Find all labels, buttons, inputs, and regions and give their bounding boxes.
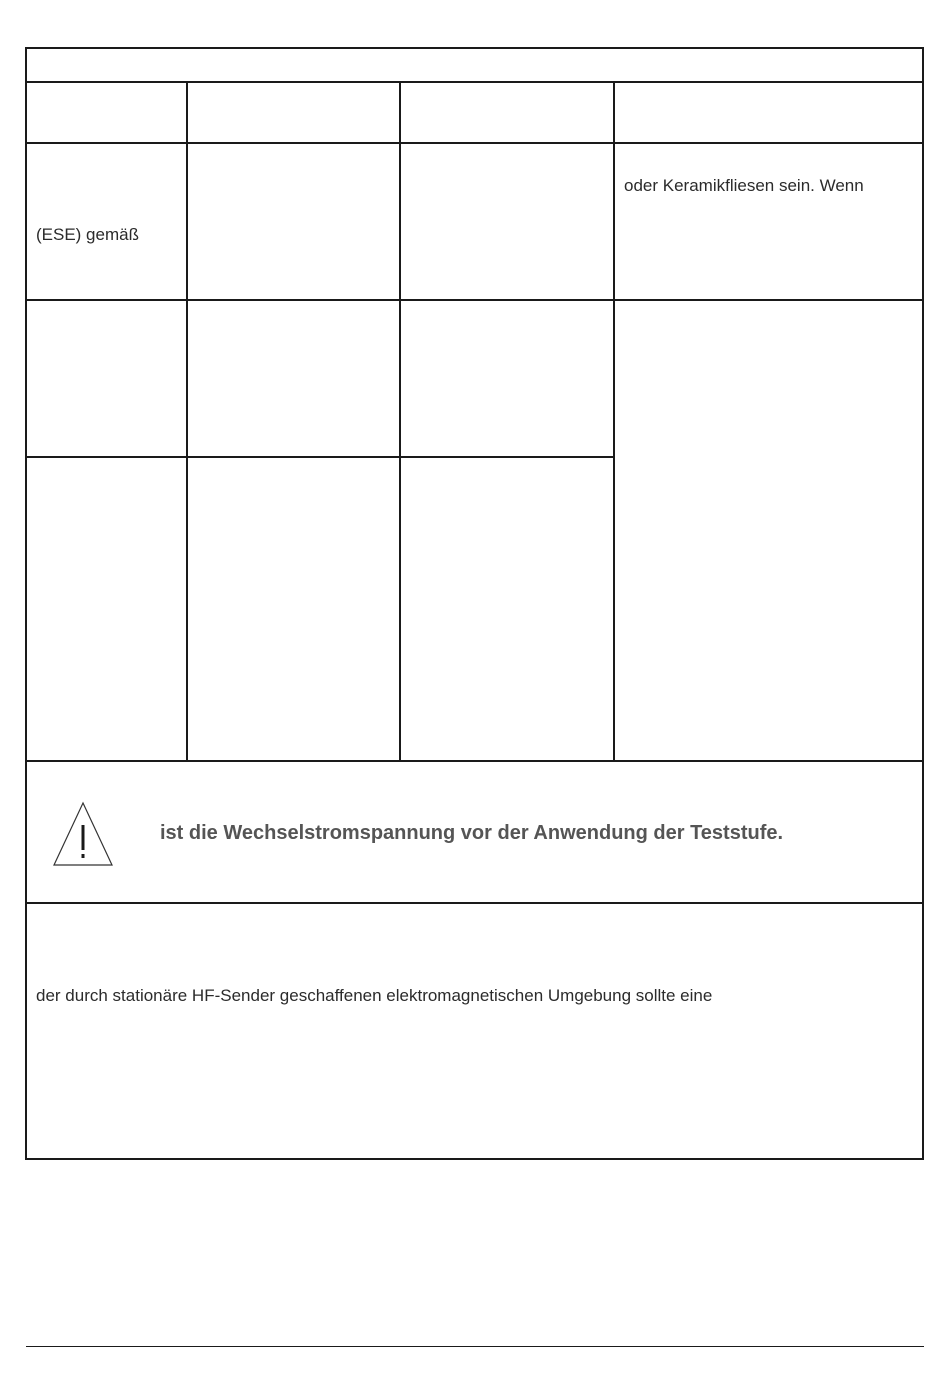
table-rule-row2-bottom	[25, 456, 614, 458]
table-col-divider-1	[186, 81, 188, 762]
table-col-divider-3	[613, 81, 615, 762]
table-col-divider-2	[399, 81, 401, 762]
cell-esd-guidance: oder Keramikfliesen sein. Wenn	[624, 176, 864, 195]
table-border-bottom	[25, 1158, 924, 1160]
warning-triangle-icon	[52, 801, 114, 867]
table-border-top	[25, 47, 924, 49]
note-text: der durch stationäre HF-Sender geschaffenen elektromagnetischen Umgebung sollte eine	[36, 986, 713, 1005]
table-border-left	[25, 47, 27, 1160]
cell-esd-phenomenon: (ESE) gemäß	[36, 225, 139, 244]
table-border-right	[922, 47, 924, 1160]
table-rule-header-bottom	[25, 142, 924, 144]
footer-rule	[26, 1346, 924, 1347]
table-rule-row1-bottom	[25, 299, 924, 301]
table-rule-warning-bottom	[25, 902, 924, 904]
table-rule-row3-bottom	[25, 760, 924, 762]
table-rule-title-bottom	[25, 81, 924, 83]
warning-text: ist die Wechselstromspannung vor der Anwendung der Teststufe.	[160, 822, 784, 844]
